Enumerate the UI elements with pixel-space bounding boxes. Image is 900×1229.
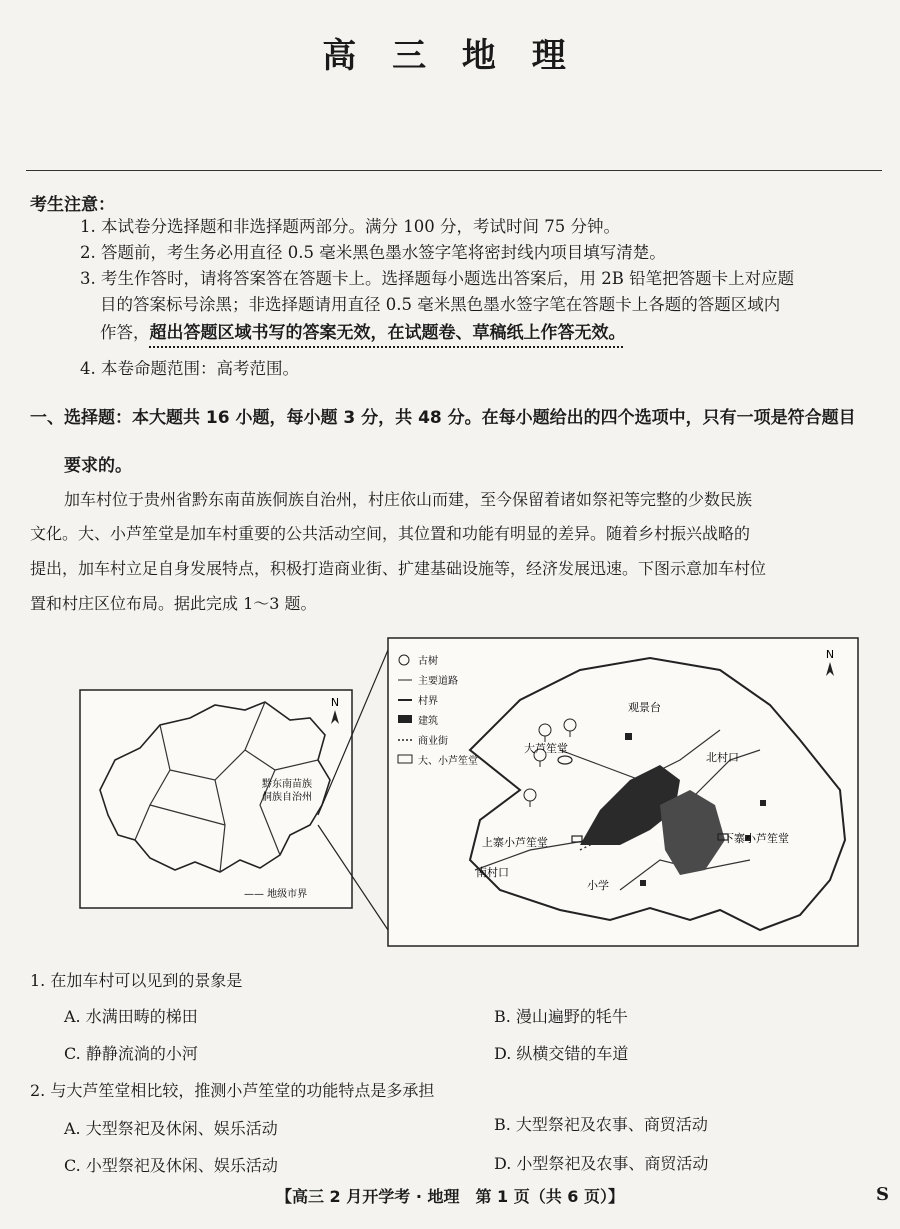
notice-line-5-bold: 超出答题区域书写的答案无效，在试题卷、草稿纸上作答无效。 xyxy=(149,323,626,343)
legend-street: 商业街 xyxy=(418,736,448,747)
notice-line-5-plain: 作答， xyxy=(100,323,150,342)
corner-mark: S xyxy=(876,1184,889,1205)
question-1-stem: 1. 在加车村可以见到的景象是 xyxy=(30,971,243,990)
header-divider xyxy=(26,170,882,171)
building-icon xyxy=(640,880,646,886)
page-title: 高 三 地 理 xyxy=(322,36,578,76)
school-label: 小学 xyxy=(587,879,609,892)
notice-line-1: 1. 本试卷分选择题和非选择题两部分。满分 100 分，考试时间 75 分钟。 xyxy=(80,217,620,236)
passage-line-3: 提出，加车村立足自身发展特点，积极打造商业街、扩建基础设施等，经济发展迅速。下图示意加车村位 xyxy=(30,559,767,578)
north-label-left: N xyxy=(330,696,340,709)
question-2-option-d: D. 小型祭祀及农事、商贸活动 xyxy=(494,1154,709,1173)
building-legend-icon xyxy=(398,715,412,723)
notice-line-2: 2. 答题前，考生务必用直径 0.5 毫米黑色墨水签字笔将密封线内项目填写清楚。 xyxy=(80,243,666,262)
question-2-option-a: A. 大型祭祀及休闲、娱乐活动 xyxy=(64,1119,278,1138)
legend-road: 主要道路 xyxy=(418,676,458,687)
upper-hall-label: 上寨小芦笙堂 xyxy=(482,836,548,849)
question-1-option-c: C. 静静流淌的小河 xyxy=(64,1044,198,1063)
south-exit-label: 南村口 xyxy=(476,866,509,879)
lower-hall-label: 下寨小芦笙堂 xyxy=(723,832,789,845)
passage-line-2: 文化。大、小芦笙堂是加车村重要的公共活动空间，其位置和功能有明显的差异。随着乡村振兴战略的 xyxy=(30,524,751,543)
building-icon xyxy=(760,800,766,806)
notice-line-5 xyxy=(100,320,626,346)
question-1-option-a: A. 水满田畴的梯田 xyxy=(64,1007,198,1026)
left-map-legend: —— 地级市界 xyxy=(244,889,308,900)
big-hall-label: 大芦笙堂 xyxy=(524,742,568,755)
question-2-option-b: B. 大型祭祀及农事、商贸活动 xyxy=(494,1115,708,1134)
legend-tree: 古树 xyxy=(418,656,438,667)
notice-line-4: 目的答案标号涂黑；非选择题请用直径 0.5 毫米黑色墨水签字笔在答题卡上各题的答题区域内 xyxy=(100,295,781,314)
north-label-right: N xyxy=(825,648,835,661)
viewpoint-label: 观景台 xyxy=(628,701,661,714)
north-exit-label: 北村口 xyxy=(706,751,739,764)
passage-line-1: 加车村位于贵州省黔东南苗族侗族自治州，村庄依山而建，至今保留着诸如祭祀等完整的少数民族 xyxy=(64,490,753,509)
question-1-option-d: D. 纵横交错的车道 xyxy=(494,1044,629,1063)
section-heading: 一、选择题：本大题共 16 小题，每小题 3 分，共 48 分。在每小题给出的四个选项中，只有一项是符合题目 xyxy=(30,408,856,428)
question-2-stem: 2. 与大芦笙堂相比较，推测小芦笙堂的功能特点是多承担 xyxy=(30,1081,435,1100)
page-footer: 【高三 2 月开学考 · 地理 第 1 页（共 6 页）】 xyxy=(275,1187,625,1206)
building-icon xyxy=(625,733,632,740)
village-location-map-figure xyxy=(0,630,900,960)
region-label-1: 黔东南苗族 xyxy=(262,779,312,790)
notice-line-6: 4. 本卷命题范围：高考范围。 xyxy=(80,359,299,378)
notice-line-3: 3. 考生作答时，请将答案答在答题卡上。选择题每小题选出答案后，用 2B 铅笔把答题卡上对应题 xyxy=(80,269,795,288)
region-label-2: 侗族自治州 xyxy=(262,792,312,803)
legend-boundary: 村界 xyxy=(418,696,438,707)
question-2-option-c: C. 小型祭祀及休闲、娱乐活动 xyxy=(64,1156,278,1175)
legend-building: 建筑 xyxy=(418,716,438,727)
notice-heading: 考生注意： xyxy=(30,195,115,215)
passage-line-4: 置和村庄区位布局。据此完成 1～3 题。 xyxy=(30,594,317,613)
section-heading-cont: 要求的。 xyxy=(64,456,132,476)
question-1-option-b: B. 漫山遍野的牦牛 xyxy=(494,1007,628,1026)
legend-hall: 大、小芦笙堂 xyxy=(418,756,478,767)
